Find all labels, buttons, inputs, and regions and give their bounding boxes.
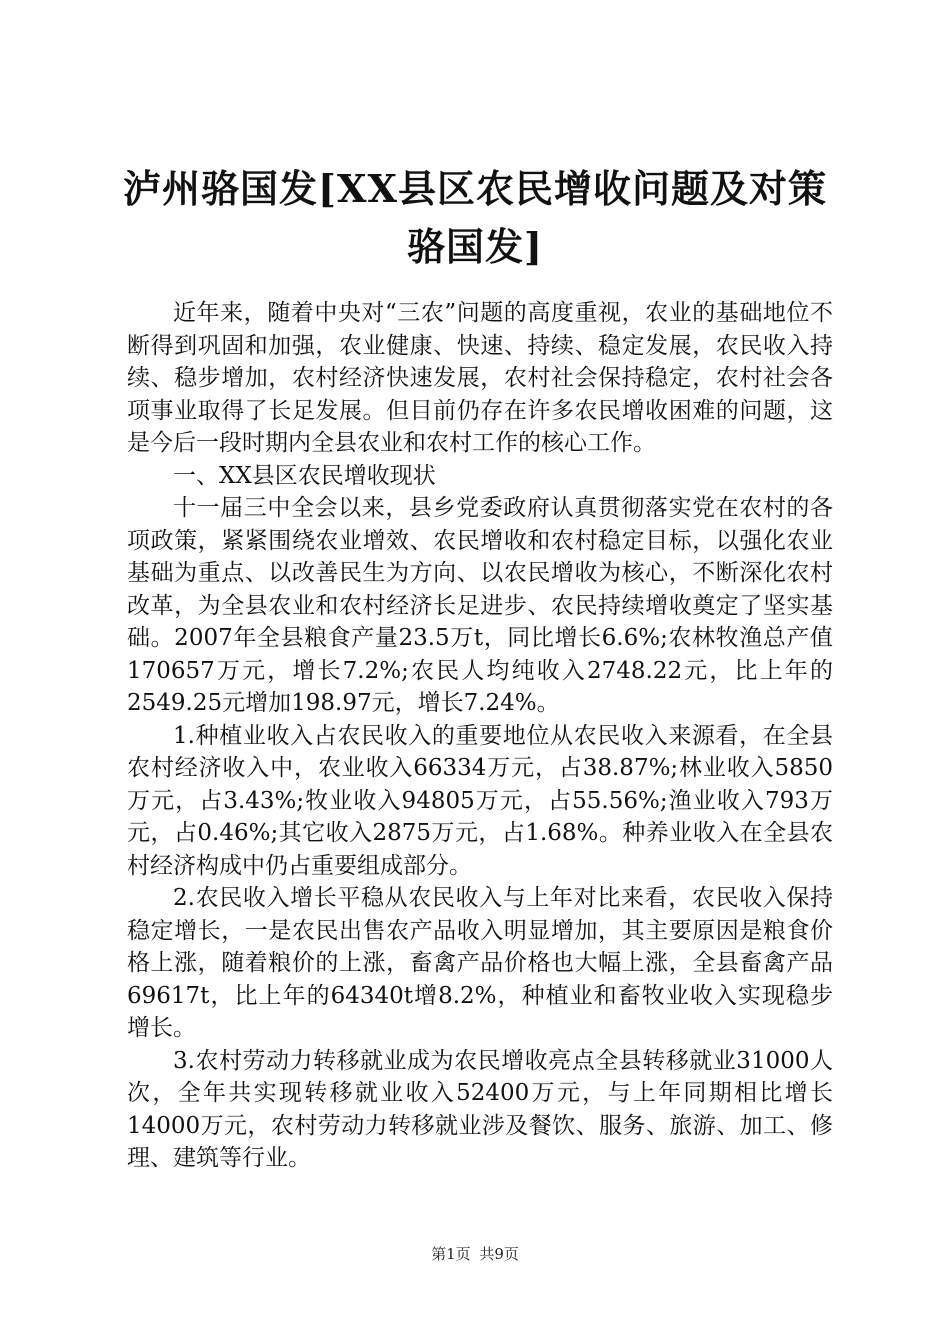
page-total: 共9页 [479, 1245, 519, 1263]
page-number: 第1页 [431, 1245, 471, 1263]
paragraph-item-3: 3.农村劳动力转移就业成为农民增收亮点全县转移就业31000人次，全年共实现转移就业收入52400万元，与上年同期相比增长14000万元，农村劳动力转移就业涉及餐饮、服务、旅游、加工、修理、建筑等行业。 [127, 1047, 833, 1171]
paragraph-item-2: 2.农民收入增长平稳从农民收入与上年对比来看，农民收入保持稳定增长，一是农民出售农产品收入明显增加，其主要原因是粮食价格上涨，随着粮价的上涨，畜禽产品价格也大幅上涨，全县畜禽产品69617t，比上年的64340t增8.2%，种植业和畜牧业收入实现稳步增长。 [127, 885, 833, 1041]
paragraph-intro: 近年来，随着中央对“三农”问题的高度重视，农业的基础地位不断得到巩固和加强，农业健康、快速、持续、稳定发展，农民收入持续、稳步增加，农村经济快速发展，农村社会保持稳定，农村社会各项事业取得了长足发展。但目前仍存在许多农民增收困难的问题，这是今后一段时期内全县农业和农村工作的核心工作。 [127, 300, 833, 456]
document-title: 泸州骆国发[XX县区农民增收问题及对策骆国发] [123, 166, 827, 269]
document-body [127, 297, 833, 1175]
paragraph-status: 十一届三中全会以来，县乡党委政府认真贯彻落实党在农村的各项政策，紧紧围绕农业增效、农民增收和农村稳定目标，以强化农业基础为重点、以改善民生为方向、以农民增收为核心，不断深化农村改革，为全县农业和农村经济长足进步、农民持续增收奠定了坚实基础。2007年全县粮食产量23.5万t，同比增长6.6%;农林牧渔总产值170657万元，增长7.2%;农民人均纯收入2748.22元，比上年的2549.25元增加198.97元，增长7.24%。 [127, 495, 833, 716]
paragraph-item-1: 1.种植业收入占农民收入的重要地位从农民收入来源看，在全县农村经济收入中，农业收入66334万元，占38.87%;林业收入5850万元，占3.43%;牧业收入94805万元，占55.56%;渔业收入793万元，占0.46%;其它收入2875万元，占1.68%。种养业收入在全县农村经济构成中仍占重要组成部分。 [127, 722, 833, 879]
section-heading: 一、XX县区农民增收现状 [173, 462, 436, 489]
page-footer [0, 1243, 950, 1264]
